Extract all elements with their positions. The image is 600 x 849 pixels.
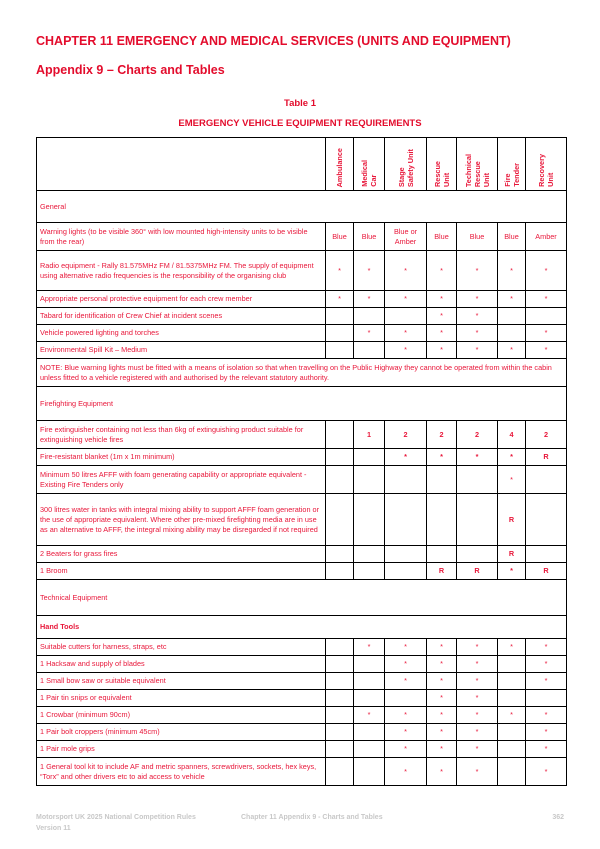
requirement-cell: *: [526, 342, 567, 359]
requirement-cell: [326, 707, 354, 724]
requirement-cell: *: [457, 342, 498, 359]
requirement-cell: *: [385, 639, 427, 656]
requirement-cell: *: [457, 325, 498, 342]
requirement-cell: 1: [354, 421, 385, 449]
requirement-cell: *: [385, 741, 427, 758]
requirement-cell: *: [427, 342, 457, 359]
table-row: [37, 563, 567, 580]
requirement-cell: [354, 308, 385, 325]
requirement-cell: [354, 494, 385, 546]
requirement-cell: [427, 494, 457, 546]
requirement-cell: [326, 325, 354, 342]
requirement-cell: R: [498, 546, 526, 563]
table-row: [37, 494, 567, 546]
column-header-line: Tender: [511, 163, 521, 187]
column-header-line: Fire: [502, 173, 512, 187]
column-header-line: Unit: [441, 172, 451, 187]
requirement-cell: [326, 342, 354, 359]
requirement-cell: [498, 690, 526, 707]
section-header-row: [37, 580, 567, 616]
item-description: Radio equipment - Rally 81.575MHz FM / 81.5375MHz FM. The supply of equipment using alternative radio frequencies is the responsibility of the organising club: [37, 251, 326, 291]
requirement-cell: *: [498, 466, 526, 494]
column-header: [498, 138, 526, 191]
requirement-cell: *: [354, 291, 385, 308]
requirement-cell: Blue: [498, 223, 526, 251]
requirement-cell: [354, 563, 385, 580]
requirement-cell: [326, 741, 354, 758]
item-description: 1 Pair mole grips: [37, 741, 326, 758]
requirement-cell: *: [526, 251, 567, 291]
table-row: [37, 707, 567, 724]
requirement-cell: *: [526, 707, 567, 724]
requirement-cell: [354, 690, 385, 707]
requirement-cell: *: [498, 342, 526, 359]
requirement-cell: *: [385, 449, 427, 466]
requirement-cell: *: [526, 291, 567, 308]
requirement-cell: [354, 741, 385, 758]
item-description: Tabard for identification of Crew Chief at incident scenes: [37, 308, 326, 325]
requirement-cell: *: [427, 724, 457, 741]
requirement-cell: *: [427, 656, 457, 673]
requirement-cell: [354, 656, 385, 673]
requirement-cell: [498, 758, 526, 786]
table-row: [37, 758, 567, 786]
requirement-cell: *: [526, 758, 567, 786]
requirement-cell: *: [354, 639, 385, 656]
requirement-cell: *: [427, 291, 457, 308]
requirement-cell: *: [385, 724, 427, 741]
table-row: [37, 251, 567, 291]
requirement-cell: [326, 690, 354, 707]
requirement-cell: [326, 494, 354, 546]
requirement-cell: *: [498, 639, 526, 656]
section-label: Technical Equipment: [37, 580, 567, 616]
table-row: [37, 639, 567, 656]
item-description: 1 Small bow saw or suitable equivalent: [37, 673, 326, 690]
column-header: [385, 138, 427, 191]
requirement-cell: *: [427, 325, 457, 342]
column-header-line: Rescue: [472, 161, 482, 187]
requirement-cell: [354, 673, 385, 690]
requirement-cell: *: [385, 758, 427, 786]
column-header: [457, 138, 498, 191]
page-number: 362: [552, 814, 564, 821]
requirement-cell: 2: [385, 421, 427, 449]
footer-rules-title: Motorsport UK 2025 National Competition Rules: [36, 814, 196, 821]
requirement-cell: *: [427, 449, 457, 466]
item-description: 1 Pair tin snips or equivalent: [37, 690, 326, 707]
table-row: [37, 741, 567, 758]
requirement-cell: *: [385, 342, 427, 359]
note-row: [37, 359, 567, 387]
requirement-cell: *: [457, 639, 498, 656]
requirement-cell: [326, 466, 354, 494]
item-description: 1 Crowbar (minimum 90cm): [37, 707, 326, 724]
column-header-line: Rescue: [432, 161, 442, 187]
requirement-cell: 2: [427, 421, 457, 449]
requirement-cell: Amber: [526, 223, 567, 251]
requirement-cell: 2: [526, 421, 567, 449]
column-header-line: Ambulance: [335, 147, 344, 187]
column-header-line: Recovery: [537, 154, 546, 187]
requirement-cell: [326, 421, 354, 449]
requirement-cell: *: [526, 656, 567, 673]
requirement-cell: *: [354, 707, 385, 724]
requirement-cell: *: [526, 673, 567, 690]
requirement-cell: *: [457, 656, 498, 673]
requirement-cell: 2: [457, 421, 498, 449]
requirement-cell: *: [457, 308, 498, 325]
requirement-cell: *: [427, 639, 457, 656]
column-header: [326, 138, 354, 191]
requirement-cell: [498, 741, 526, 758]
requirement-cell: R: [498, 494, 526, 546]
table-row: [37, 546, 567, 563]
requirement-cell: *: [526, 724, 567, 741]
section-label: General: [37, 191, 567, 223]
requirement-cell: [326, 673, 354, 690]
header-blank: [37, 138, 326, 191]
requirement-cell: *: [457, 449, 498, 466]
requirement-cell: *: [354, 325, 385, 342]
column-header: [526, 138, 567, 191]
section-header-row: [37, 191, 567, 223]
requirement-cell: *: [498, 291, 526, 308]
column-header-label: [397, 145, 415, 187]
requirement-cell: *: [427, 673, 457, 690]
column-header-label: [360, 156, 378, 187]
item-description: Minimum 50 litres AFFF with foam generating capability or appropriate equivalent - Existing Fire Tenders only: [37, 466, 326, 494]
requirement-cell: *: [385, 673, 427, 690]
requirement-cell: [354, 342, 385, 359]
requirement-cell: *: [326, 251, 354, 291]
requirement-cell: [354, 724, 385, 741]
requirement-cell: *: [427, 741, 457, 758]
requirement-cell: *: [457, 741, 498, 758]
requirement-cell: [427, 466, 457, 494]
requirement-cell: [526, 308, 567, 325]
requirement-cell: [385, 466, 427, 494]
requirement-cell: Blue: [354, 223, 385, 251]
footer-left: [36, 812, 196, 834]
column-header-line: Medical: [360, 160, 369, 187]
item-description: Fire-resistant blanket (1m x 1m minimum): [37, 449, 326, 466]
requirement-cell: Blue: [457, 223, 498, 251]
table-row: [37, 342, 567, 359]
requirement-cell: *: [498, 563, 526, 580]
item-description: Suitable cutters for harness, straps, etc: [37, 639, 326, 656]
requirement-cell: *: [457, 251, 498, 291]
item-description: 300 litres water in tanks with integral mixing ability to support AFFF foam generation or the use of appropriate equivalent. Where other pre-mixed firefighting media are in use as an alternative to AFFF, the integral mixing ability may be disregarded if not required: [37, 494, 326, 546]
table-row: [37, 690, 567, 707]
requirement-cell: *: [457, 724, 498, 741]
requirement-cell: *: [498, 449, 526, 466]
item-description: 1 Hacksaw and supply of blades: [37, 656, 326, 673]
table-row: [37, 223, 567, 251]
requirement-cell: *: [457, 690, 498, 707]
requirement-cell: [385, 494, 427, 546]
section-label: Firefighting Equipment: [37, 387, 567, 421]
requirement-cell: Blue: [326, 223, 354, 251]
header-row: [37, 138, 567, 191]
table-row: [37, 673, 567, 690]
item-description: Fire extinguisher containing not less than 6kg of extinguishing product suitable for extinguishing vehicle fires: [37, 421, 326, 449]
requirement-cell: [354, 758, 385, 786]
requirement-cell: [427, 546, 457, 563]
requirement-cell: *: [427, 690, 457, 707]
requirement-cell: [498, 724, 526, 741]
note-label: NOTE: Blue warning lights must be fitted with a means of isolation so that when travelling on the Public Highway they cannot be operated from within the cabin unless fitted to a vehicle registered with and authorised by the relevant statutory authority.: [37, 359, 567, 387]
column-header-line: Car: [369, 174, 378, 187]
requirement-cell: *: [354, 251, 385, 291]
footer-center: Chapter 11 Appendix 9 - Charts and Tables: [241, 814, 383, 821]
column-header-label: [537, 150, 555, 187]
requirement-cell: *: [498, 707, 526, 724]
item-description: 1 Broom: [37, 563, 326, 580]
column-header-line: Stage: [396, 167, 406, 187]
requirement-cell: [498, 308, 526, 325]
requirement-cell: *: [427, 251, 457, 291]
footer-version: Version 11: [36, 825, 71, 832]
item-description: 1 Pair bolt croppers (minimum 45cm): [37, 724, 326, 741]
requirement-cell: *: [385, 656, 427, 673]
chapter-title: CHAPTER 11 EMERGENCY AND MEDICAL SERVICES (UNITS AND EQUIPMENT): [36, 34, 511, 48]
requirement-cell: [498, 325, 526, 342]
table-row: [37, 656, 567, 673]
requirement-cell: [326, 724, 354, 741]
requirement-cell: [354, 449, 385, 466]
requirement-cell: [354, 546, 385, 563]
column-header: [354, 138, 385, 191]
table-row: [37, 421, 567, 449]
column-header-line: Safety Unit: [405, 148, 415, 187]
requirement-cell: [457, 466, 498, 494]
requirement-cell: [326, 656, 354, 673]
table-row: [37, 724, 567, 741]
requirement-cell: [498, 656, 526, 673]
requirement-cell: *: [498, 251, 526, 291]
appendix-title: Appendix 9 – Charts and Tables: [36, 63, 225, 77]
requirement-cell: [526, 494, 567, 546]
item-description: 2 Beaters for grass fires: [37, 546, 326, 563]
requirement-cell: [354, 466, 385, 494]
requirement-cell: R: [457, 563, 498, 580]
requirement-cell: *: [457, 758, 498, 786]
requirement-cell: R: [526, 449, 567, 466]
requirement-cell: 4: [498, 421, 526, 449]
equipment-table: [36, 137, 567, 786]
requirement-cell: *: [526, 639, 567, 656]
requirement-cell: *: [526, 325, 567, 342]
requirement-cell: *: [457, 707, 498, 724]
requirement-cell: [326, 758, 354, 786]
requirement-cell: [457, 494, 498, 546]
requirement-cell: [326, 639, 354, 656]
column-header: [427, 138, 457, 191]
requirement-cell: [326, 546, 354, 563]
item-description: 1 General tool kit to include AF and metric spanners, screwdrivers, sockets, hex keys, “Torx” and other drivers etc to aid access to vehicle: [37, 758, 326, 786]
item-description: Appropriate personal protective equipment for each crew member: [37, 291, 326, 308]
requirement-cell: *: [457, 673, 498, 690]
column-header-line: Unit: [481, 172, 491, 187]
table-row: [37, 291, 567, 308]
requirement-cell: [526, 466, 567, 494]
column-header-label: [464, 150, 491, 187]
requirement-cell: *: [385, 325, 427, 342]
subsection-row: [37, 616, 567, 639]
requirement-cell: Blue or Amber: [385, 223, 427, 251]
item-description: Environmental Spill Kit – Medium: [37, 342, 326, 359]
requirement-cell: R: [526, 563, 567, 580]
requirement-cell: *: [427, 707, 457, 724]
requirement-cell: [385, 546, 427, 563]
table-number: Table 1: [283, 98, 317, 109]
requirement-cell: [385, 563, 427, 580]
requirement-cell: *: [427, 308, 457, 325]
requirement-cell: *: [526, 741, 567, 758]
sub-label: Hand Tools: [37, 616, 567, 639]
requirement-cell: R: [427, 563, 457, 580]
column-header-line: Unit: [546, 172, 555, 187]
requirement-cell: *: [385, 707, 427, 724]
item-description: Vehicle powered lighting and torches: [37, 325, 326, 342]
requirement-cell: *: [427, 758, 457, 786]
requirement-cell: Blue: [427, 223, 457, 251]
table-title: EMERGENCY VEHICLE EQUIPMENT REQUIREMENTS: [178, 118, 422, 129]
column-header-line: Technical: [463, 153, 473, 187]
requirement-cell: [385, 308, 427, 325]
column-header-label: [503, 159, 521, 187]
column-header-label: [433, 157, 451, 187]
requirement-cell: *: [457, 291, 498, 308]
requirement-cell: [498, 673, 526, 690]
requirement-cell: [457, 546, 498, 563]
item-description: Warning lights (to be visible 360° with low mounted high-intensity units to be visible from the rear): [37, 223, 326, 251]
requirement-cell: [526, 690, 567, 707]
requirement-cell: *: [326, 291, 354, 308]
requirement-cell: [326, 308, 354, 325]
requirement-cell: [385, 690, 427, 707]
requirement-cell: *: [385, 251, 427, 291]
table-row: [37, 449, 567, 466]
table-row: [37, 308, 567, 325]
column-header-label: [335, 144, 344, 187]
requirement-cell: [326, 449, 354, 466]
requirement-cell: [526, 546, 567, 563]
table-row: [37, 325, 567, 342]
requirement-cell: [326, 563, 354, 580]
table-row: [37, 466, 567, 494]
section-header-row: [37, 387, 567, 421]
requirement-cell: *: [385, 291, 427, 308]
